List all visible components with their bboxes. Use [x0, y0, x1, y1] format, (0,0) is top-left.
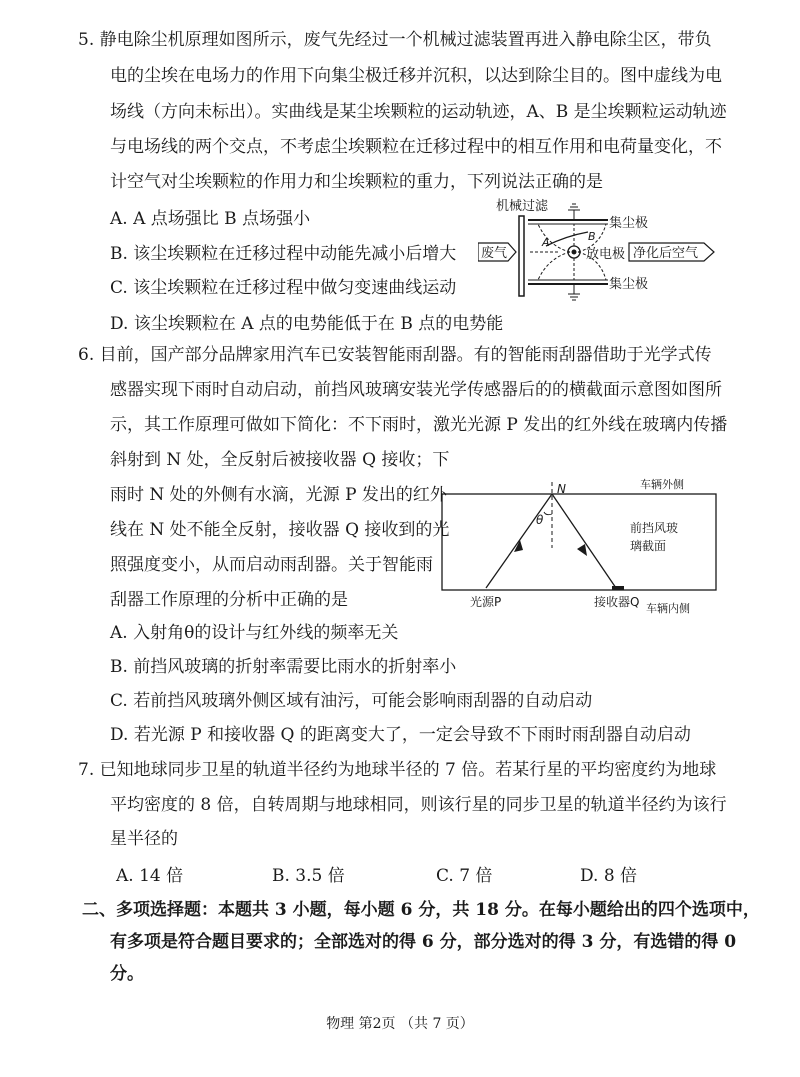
discharge-label: 放电极: [586, 247, 626, 262]
q7-line-3: 星半径的: [110, 829, 178, 849]
q7-option-a: A. 14 倍: [116, 866, 184, 886]
glass-cross-section: [442, 494, 716, 590]
q7-option-c: C. 7 倍: [436, 866, 493, 886]
q7-option-b: B. 3.5 倍: [272, 866, 345, 886]
section2-line-1: 二、多项选择题：本题共 3 小题，每小题 6 分，共 18 分。在每小题给出的四个选项中，: [82, 900, 760, 920]
source-label: 光源P: [470, 595, 502, 609]
outside-label: 车辆外侧: [640, 478, 684, 491]
q6-wrap-line-1: 雨时 N 处的外侧有水滴，光源 P 发出的红外: [110, 485, 447, 505]
inlet-label: 废气: [481, 246, 508, 261]
inside-label: 车辆内侧: [646, 602, 690, 614]
angle-label: θ: [536, 513, 544, 527]
windshield-diagram: [440, 476, 730, 614]
point-b-label: B: [588, 230, 596, 243]
filter-plate: [519, 216, 524, 296]
reflected-arrow-icon: [577, 544, 587, 556]
q7-line-1: 7. 已知地球同步卫星的轨道半径约为地球半径的 7 倍。若某行星的平均密度约为地球: [78, 760, 717, 780]
q6-line-2: 感器实现下雨时自动启动，前挡风玻璃安装光学传感器后的的横截面示意图如图所: [110, 380, 722, 400]
incident-ray: [486, 494, 552, 588]
receiver-block: [612, 586, 624, 590]
page-footer: 物理 第2页 （共 7 页）: [326, 1016, 474, 1032]
filter-label: 机械过滤: [496, 199, 549, 214]
glass-label-1: 前挡风玻: [630, 521, 679, 535]
q5-line-4: 与电场线的两个交点，不考虑尘埃颗粒在迁移过程中的相互作用和电荷量变化，不: [110, 137, 722, 157]
glass-label-2: 璃截面: [630, 539, 667, 553]
q5-line-5: 计空气对尘埃颗粒的作用力和尘埃颗粒的重力，下列说法正确的是: [110, 172, 603, 192]
particle-trajectory: [546, 232, 588, 246]
collector-top-label: 集尘极: [609, 216, 649, 231]
q6-line-3: 示，其工作原理可做如下简化：不下雨时，激光光源 P 发出的红外线在玻璃内传播: [110, 415, 728, 435]
q5-line-3: 场线（方向未标出）。实曲线是某尘埃颗粒的运动轨迹，A、B 是尘埃颗粒运动轨迹: [110, 102, 727, 122]
q6-option-b: B. 前挡风玻璃的折射率需要比雨水的折射率小: [110, 657, 457, 677]
q6-line-4: 斜射到 N 处，全反射后被接收器 Q 接收；下: [110, 450, 450, 470]
q6-line-1: 6. 目前，国产部分品牌家用汽车已安装智能雨刮器。有的智能雨刮器借助于光学式传: [78, 345, 712, 365]
q6-option-c: C. 若前挡风玻璃外侧区域有油污，可能会影响雨刮器的自动启动: [110, 691, 593, 711]
q6-wrap-line-2: 线在 N 处不能全反射，接收器 Q 接收到的光: [110, 520, 450, 540]
q5-option-b: B. 该尘埃颗粒在迁移过程中动能先减小后增大: [110, 244, 457, 264]
q5-option-d: D. 该尘埃颗粒在 A 点的电势能低于在 B 点的电势能: [110, 314, 504, 334]
section2-line-3: 分。: [110, 964, 144, 984]
reflected-ray: [552, 494, 616, 588]
q5-option-c: C. 该尘埃颗粒在迁移过程中做匀变速曲线运动: [110, 278, 457, 298]
q6-option-d: D. 若光源 P 和接收器 Q 的距离变大了，一定会导致不下雨时雨刮器自动启动: [110, 725, 691, 745]
point-a-label: A: [542, 236, 550, 249]
q7-option-d: D. 8 倍: [580, 866, 638, 886]
precipitator-diagram: [478, 196, 716, 306]
section2-line-2: 有多项是符合题目要求的；全部选对的得 6 分，部分选对的得 3 分，有选错的得 0: [110, 932, 737, 952]
q6-wrap-line-4: 刮器工作原理的分析中正确的是: [110, 590, 348, 610]
q5-line-1: 5. 静电除尘机原理如图所示，废气先经过一个机械过滤装置再进入静电除尘区，带负: [78, 30, 712, 50]
q5-option-a: A. A 点场强比 B 点场强小: [110, 209, 311, 229]
q7-line-2: 平均密度的 8 倍，自转周期与地球相同，则该行星的同步卫星的轨道半径约为该行: [110, 795, 727, 815]
collector-bottom-label: 集尘极: [609, 277, 649, 292]
outlet-label: 净化后空气: [633, 246, 699, 261]
collector-bottom-plate: [528, 280, 608, 300]
q6-wrap-line-3: 照强度变小，从而启动雨刮器。关于智能雨: [110, 555, 433, 575]
receiver-label: 接收器Q: [594, 595, 640, 609]
point-n-label: N: [557, 482, 566, 496]
q5-line-2: 电的尘埃在电场力的作用下向集尘极迁移并沉积，以达到除尘目的。图中虚线为电: [110, 66, 722, 86]
q6-option-a: A. 入射角θ的设计与红外线的频率无关: [110, 623, 399, 643]
